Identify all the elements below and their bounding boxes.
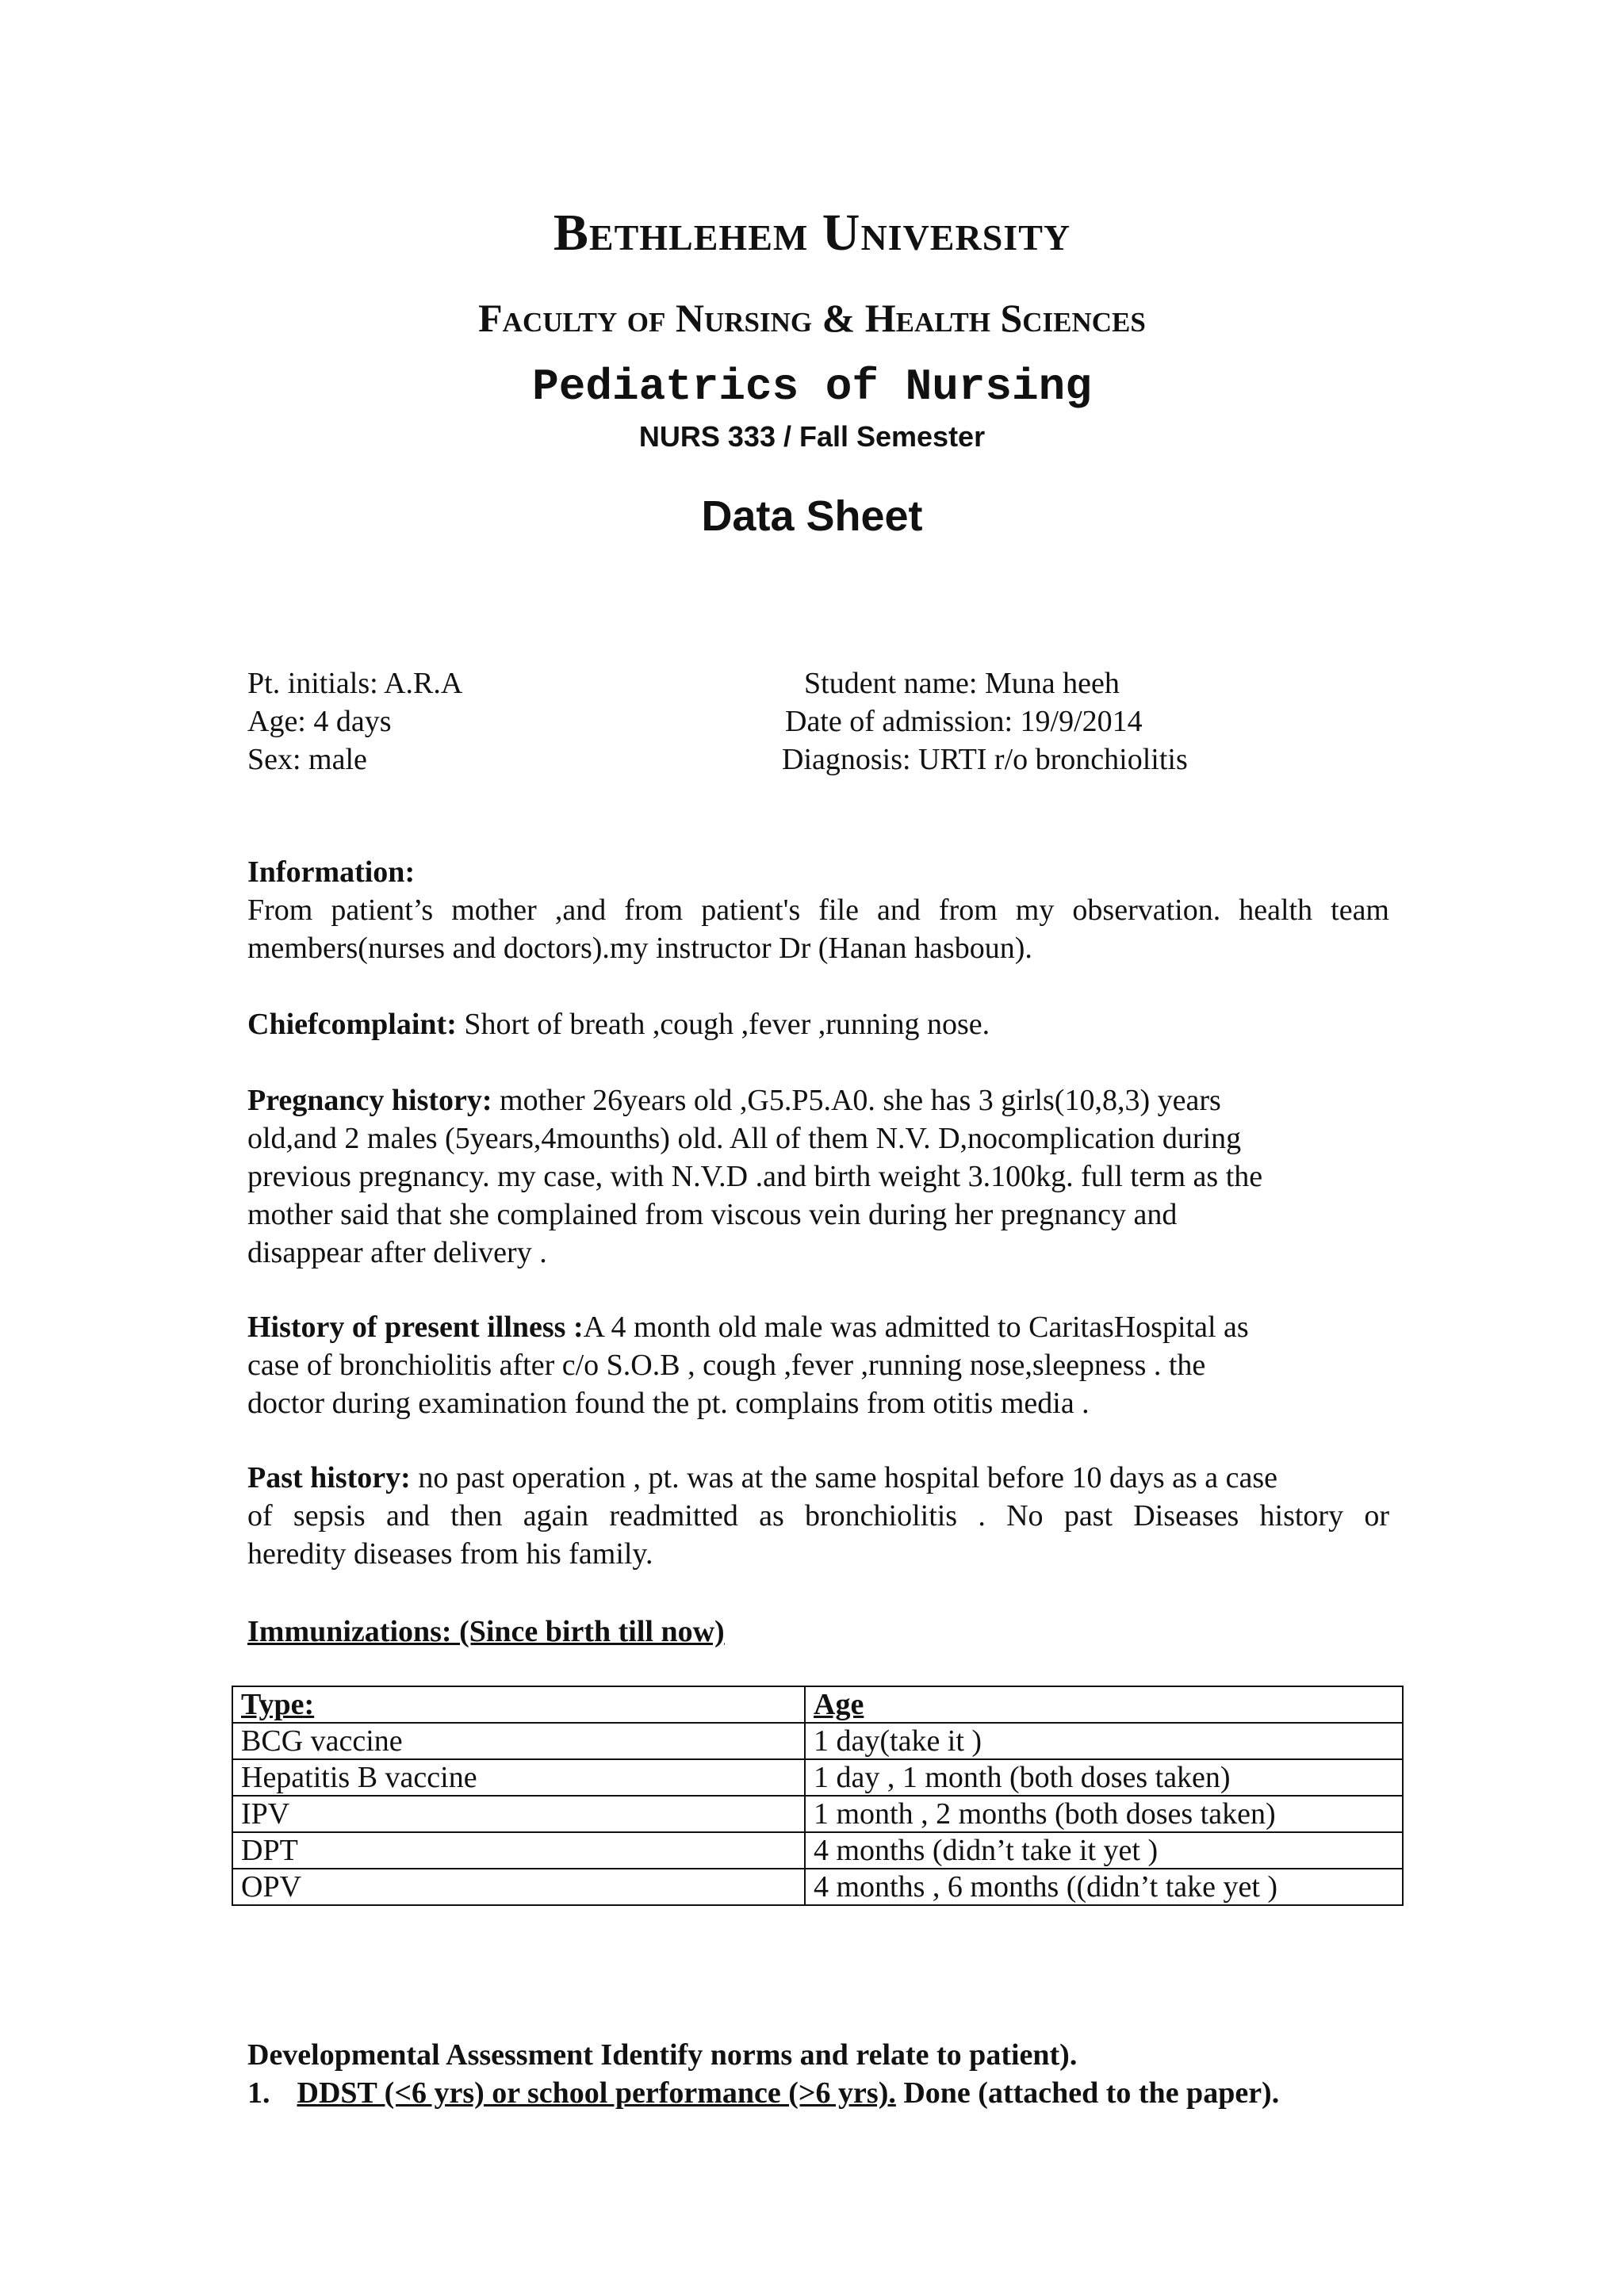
table-row [232, 1832, 1403, 1869]
chief-complaint-text: Short of breath ,cough ,fever ,running nose. [456, 1008, 990, 1041]
admission-date: Date of admission: 19/9/2014 [785, 705, 1143, 738]
past-history-label: Past history: [247, 1461, 411, 1494]
information-section [247, 853, 1389, 967]
pregnancy-history-line-5: disappear after delivery . [247, 1236, 547, 1269]
column-header-age: Age [805, 1686, 1403, 1723]
pregnancy-history-line-3: previous pregnancy. my case, with N.V.D .and birth weight 3.100kg. full term as the [247, 1160, 1263, 1193]
table-row [232, 1759, 1403, 1796]
past-history-line-2: of sepsis and then again readmitted as bronchiolitis . No past Diseases history or [247, 1499, 1389, 1533]
vaccine-age-cell: 1 month , 2 months (both doses taken) [805, 1796, 1403, 1832]
patient-age: Age: 4 days [247, 705, 392, 738]
table-row [232, 1869, 1403, 1905]
pregnancy-history-first-line: mother 26years old ,G5.P5.A0. she has 3 girls(10,8,3) years [492, 1084, 1221, 1117]
pregnancy-history-section [247, 1081, 1389, 1272]
immunizations-heading: Immunizations: (Since birth till now) [247, 1615, 725, 1648]
chief-complaint-section [247, 1005, 1389, 1043]
past-history-line-3: heredity diseases from his family. [247, 1537, 653, 1571]
information-label: Information: [247, 855, 416, 889]
ddst-label: DDST (<6 yrs) or school performance (>6 yrs). [297, 2076, 896, 2110]
vaccine-age-cell: 4 months (didn’t take it yet ) [805, 1832, 1403, 1869]
vaccine-type-cell: DPT [232, 1832, 805, 1869]
present-illness-section [247, 1308, 1389, 1422]
vaccine-type-cell: OPV [232, 1869, 805, 1905]
student-name: Student name: Muna heeh [804, 667, 1120, 700]
sheet-title: Data Sheet [701, 492, 923, 540]
developmental-heading: Developmental Assessment Identify norms and relate to patient). [247, 2038, 1078, 2072]
immunization-table [232, 1686, 1404, 1906]
past-history-first-line: no past operation , pt. was at the same hospital before 10 days as a case [410, 1461, 1278, 1494]
faculty-name: Faculty of Nursing & Health Sciences [478, 296, 1146, 340]
chief-complaint-label: Chiefcomplaint: [247, 1008, 457, 1041]
university-name: Bethlehem University [553, 204, 1071, 262]
pregnancy-history-line-4: mother said that she complained from viscous vein during her pregnancy and [247, 1198, 1178, 1231]
item-number: 1. [247, 2076, 270, 2110]
ddst-status: Done (attached to the paper). [895, 2076, 1280, 2110]
present-illness-line-3: doctor during examination found the pt. complains from otitis media . [247, 1387, 1090, 1420]
diagnosis: Diagnosis: URTI r/o bronchiolitis [782, 743, 1188, 776]
patient-initials: Pt. initials: A.R.A [247, 667, 463, 700]
vaccine-age-cell: 1 day , 1 month (both doses taken) [805, 1759, 1403, 1796]
patient-sex: Sex: male [247, 743, 367, 776]
vaccine-age-cell: 4 months , 6 months ((didn’t take yet ) [805, 1869, 1403, 1905]
vaccine-type-cell: BCG vaccine [232, 1723, 805, 1759]
table-row [232, 1796, 1403, 1832]
pregnancy-history-line-2: old,and 2 males (5years,4mounths) old. All of them N.V. D,nocomplication during [247, 1122, 1242, 1155]
table-header-row [232, 1686, 1403, 1723]
vaccine-type-cell: Hepatitis B vaccine [232, 1759, 805, 1796]
immunizations-section [247, 1613, 1389, 1651]
present-illness-first-line: A 4 month old male was admitted to CaritasHospital as [583, 1311, 1249, 1344]
present-illness-line-2: case of bronchiolitis after c/o S.O.B , cough ,fever ,running nose,sleepness . the [247, 1349, 1206, 1382]
vaccine-type-cell: IPV [232, 1796, 805, 1832]
information-line-2: members(nurses and doctors).my instructor Dr (Hanan hasboun). [247, 932, 1032, 965]
pregnancy-history-label: Pregnancy history: [247, 1084, 492, 1117]
column-header-type: Type: [232, 1686, 805, 1723]
developmental-item-1 [247, 2074, 1437, 2112]
present-illness-label: History of present illness : [247, 1311, 584, 1344]
past-history-section [247, 1459, 1389, 1573]
course-title: Pediatrics of Nursing [532, 362, 1092, 412]
vaccine-age-cell: 1 day(take it ) [805, 1723, 1403, 1759]
information-line-1: From patient’s mother ,and from patient's file and from my observation. health team [247, 894, 1389, 927]
developmental-section [247, 2036, 1437, 2112]
course-code: NURS 333 / Fall Semester [638, 420, 986, 453]
table-row [232, 1723, 1403, 1759]
